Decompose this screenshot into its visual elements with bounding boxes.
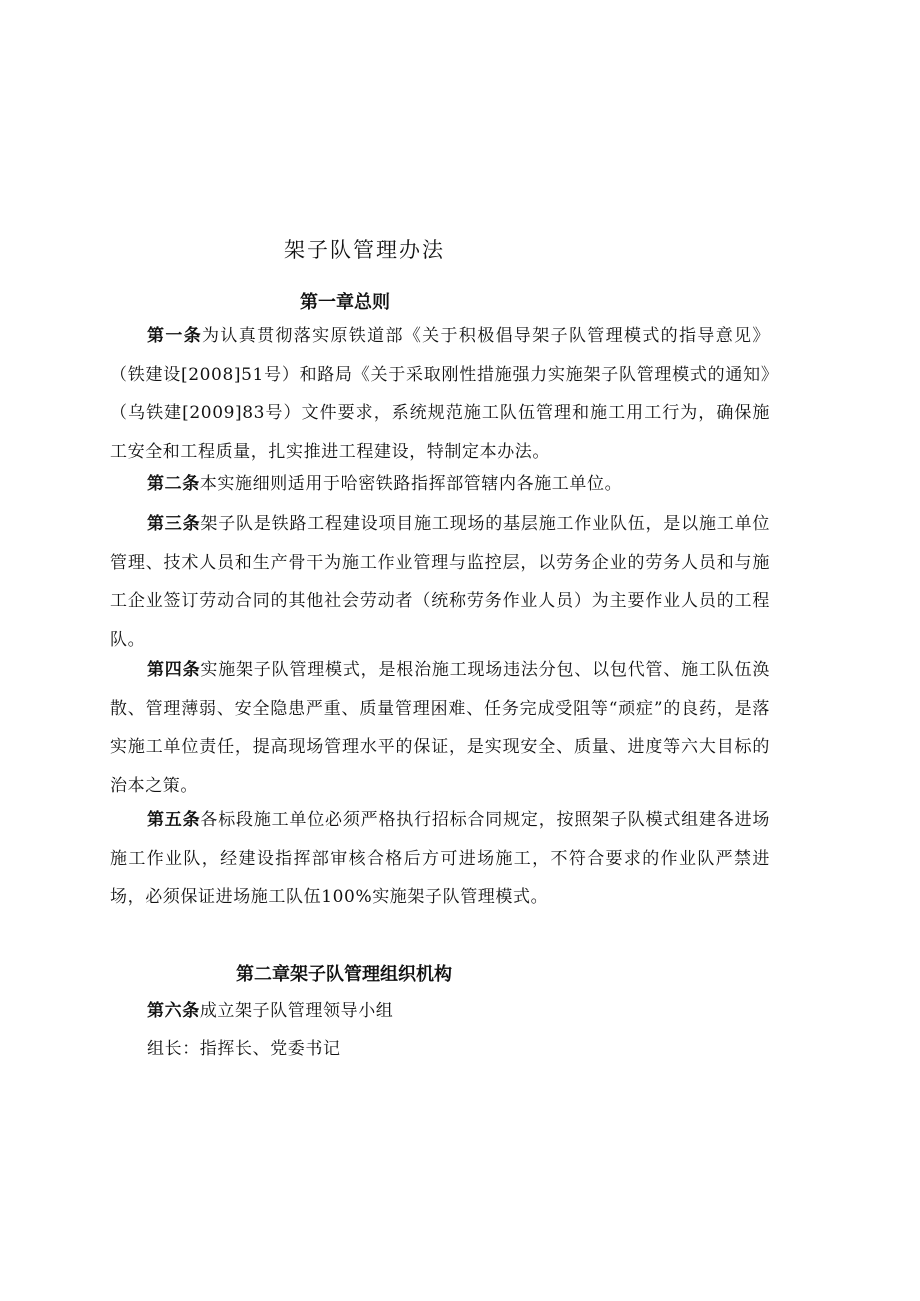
- article-3: [110, 505, 770, 659]
- article-6-text: 成立架子队管理领导小组: [199, 1001, 394, 1021]
- article-1-label: 第一条: [147, 326, 203, 346]
- article-6: [110, 992, 770, 1031]
- article-6-label: 第六条: [147, 1001, 200, 1021]
- article-3-label: 第三条: [147, 514, 201, 534]
- article-2-label: 第二条: [147, 474, 200, 494]
- article-3-text: 架子队是铁路工程建设项目施工现场的基层施工作业队伍，是以施工单位管理、技术人员和生产骨干为施工作业管理与监控层，以劳务企业的劳务人员和与施工企业签订劳动合同的其他社会劳动者（统称劳务作业人员）为主要作业人员的工程队。: [110, 514, 770, 650]
- article-2: [110, 465, 770, 504]
- leader-line: 组长：指挥长、党委书记: [147, 1039, 341, 1059]
- article-4: [110, 651, 770, 805]
- chapter-1-heading: 第一章总则: [300, 292, 390, 313]
- article-5: [110, 801, 770, 917]
- article-1: [110, 317, 770, 471]
- chapter-2-heading: 第二章架子队管理组织机构: [236, 964, 452, 985]
- article-4-label: 第四条: [147, 660, 201, 680]
- article-4-text: 实施架子队管理模式，是根治施工现场违法分包、以包代管、施工队伍涣散、管理薄弱、安全隐患严重、质量管理困难、任务完成受阻等“顽症”的良药，是落实施工单位责任，提高现场管理水平的保证，是实现安全、质量、进度等六大目标的治本之策。: [110, 660, 770, 796]
- document-title: 架子队管理办法: [284, 238, 445, 262]
- article-5-label: 第五条: [147, 810, 201, 830]
- article-1-text: 为认真贯彻落实原铁道部《关于积极倡导架子队管理模式的指导意见》（铁建设[2008]51号）和路局《关于采取刚性措施强力实施架子队管理模式的通知》（乌铁建[2009]83号）文件要求，系统规范施工队伍管理和施工用工行为，确保施工安全和工程质量，扎实推进工程建设，特制定本办法。: [110, 326, 770, 462]
- article-5-text: 各标段施工单位必须严格执行招标合同规定，按照架子队模式组建各进场施工作业队，经建设指挥部审核合格后方可进场施工，不符合要求的作业队严禁进场，必须保证进场施工队伍100%实施架子队管理模式。: [110, 810, 770, 907]
- article-2-text: 本实施细则适用于哈密铁路指挥部管辖内各施工单位。: [199, 474, 623, 494]
